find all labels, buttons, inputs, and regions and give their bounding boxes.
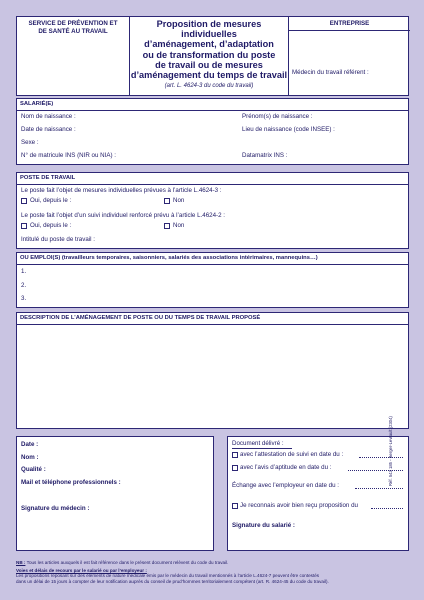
- oui-label-1: Oui, depuis le :: [30, 197, 72, 204]
- emplois-header: [17, 253, 408, 265]
- sexe-field[interactable]: Sexe :: [21, 139, 39, 146]
- form-title-line: ou de transformation du poste: [142, 49, 276, 60]
- emplois-section: [16, 252, 409, 308]
- voies-recours-text-2: dans un délai de 15 jours à compter de leur notification auprès du conseil de prud’hommes territorialement compétent (art. R. 4624-45 du code du travail).: [16, 578, 329, 584]
- document-delivre-underline: [232, 448, 292, 449]
- salarie-section: [16, 98, 409, 165]
- echange-employeur-label: Échange avec l’employeur en date du :: [232, 482, 339, 489]
- form-title-line: Proposition de mesures individuelles: [156, 19, 262, 40]
- form-title-line: d’aménagement, d’adaptation: [144, 39, 274, 50]
- medecin-signature-section: [16, 436, 214, 551]
- avis-checkbox[interactable]: [232, 465, 238, 471]
- description-title: DESCRIPTION DE L’AMÉNAGEMENT DE POSTE OU DU TEMPS DE TRAVAIL PROPOSÉ: [20, 315, 261, 321]
- date-field[interactable]: Date :: [21, 441, 39, 448]
- emploi-item-2[interactable]: 2.: [21, 282, 27, 289]
- avis-label: avec l’avis d’aptitude en date du :: [240, 464, 332, 471]
- date-naissance-field[interactable]: Date de naissance :: [21, 126, 76, 133]
- description-section: [16, 312, 409, 429]
- poste-title: POSTE DE TRAVAIL: [20, 175, 76, 181]
- form-title: [130, 19, 288, 80]
- salarie-header: [17, 99, 408, 111]
- datamatrix-field[interactable]: Datamatrix INS :: [242, 152, 288, 159]
- nom-naissance-field[interactable]: Nom de naissance :: [21, 113, 76, 120]
- nb-label: NB :: [16, 560, 26, 565]
- intitule-poste-field[interactable]: Intitulé du poste de travail :: [21, 236, 95, 243]
- question-suivi: Le poste fait l’objet d’un suivi individuel renforcé prévu à l’article L.4624-2 :: [21, 212, 225, 219]
- signature-salarie-field[interactable]: Signature du salarié :: [232, 522, 295, 529]
- prenoms-field[interactable]: Prénom(s) de naissance :: [242, 113, 313, 120]
- footer: [16, 560, 401, 584]
- avis-date-line[interactable]: [348, 470, 403, 471]
- non-label-2: Non: [173, 222, 185, 229]
- document-reference: Réf. 543 185 - Berger-Levrault (2304): [388, 416, 393, 486]
- emplois-title: OU EMPLOI(S) (travailleurs temporaires, saisonniers, salariés des associations intérimaires, mannequins…): [20, 255, 318, 261]
- non-checkbox-2[interactable]: [164, 223, 170, 229]
- lieu-naissance-field[interactable]: Lieu de naissance (code INSEE) :: [242, 126, 335, 133]
- voies-recours-title: Voies et délais de recours par le salarié ou par l’employeur :: [16, 567, 147, 573]
- reconnais-line[interactable]: [371, 508, 403, 509]
- service-title: SERVICE DE PRÉVENTION ET DE SANTÉ AU TRAVAIL: [28, 20, 118, 35]
- entreprise-title: ENTREPRISE: [329, 20, 370, 27]
- mail-telephone-field[interactable]: Mail et téléphone professionnels :: [21, 479, 121, 486]
- emploi-item-1[interactable]: 1.: [21, 268, 27, 275]
- description-text-area[interactable]: [17, 325, 408, 428]
- nom-medecin-field[interactable]: Nom :: [21, 454, 39, 461]
- attestation-checkbox[interactable]: [232, 452, 238, 458]
- form-reference: (art. L. 4624-3 du code du travail): [164, 83, 254, 89]
- nb-text: Tous les articles auxquels il est fait référence dans le présent document relèvent du code du travail.: [26, 560, 229, 565]
- oui-label-2: Oui, depuis le :: [30, 222, 72, 229]
- qualite-field[interactable]: Qualité :: [21, 466, 46, 473]
- salarie-signature-section: [227, 436, 409, 551]
- entreprise-title-underline: [289, 30, 410, 31]
- non-label-1: Non: [173, 197, 185, 204]
- oui-checkbox-2[interactable]: [21, 223, 27, 229]
- nb-note: [16, 560, 401, 566]
- matricule-field[interactable]: N° de matricule INS (NIR ou NIA) :: [21, 152, 116, 159]
- salarie-title: SALARIÉ(E): [20, 101, 54, 107]
- form-title-line: de travail ou de mesures: [155, 59, 263, 70]
- attestation-label: avec l’attestation de suivi en date du :: [240, 451, 344, 458]
- oui-checkbox-1[interactable]: [21, 198, 27, 204]
- reconnais-checkbox[interactable]: [232, 503, 238, 509]
- header-box: [16, 16, 409, 96]
- description-header: [17, 313, 408, 325]
- question-mesures: Le poste fait l’objet de mesures individuelles prévues à l’article L.4624-3 :: [21, 187, 222, 194]
- medecin-referent-label: Médecin du travail référent :: [292, 69, 369, 76]
- attestation-date-line[interactable]: [359, 457, 403, 458]
- emploi-item-3[interactable]: 3.: [21, 295, 27, 302]
- poste-section: [16, 172, 409, 249]
- echange-date-line[interactable]: [355, 488, 403, 489]
- poste-header: [17, 173, 408, 185]
- voies-recours-text-1: Les propositions reposant sur des éléments de nature médicale émis par le médecin du travail mentionnés à l’article L.4624-7 peuvent être contestés: [16, 573, 320, 579]
- document-delivre-label: Document délivré :: [232, 440, 284, 447]
- reconnais-label: Je reconnais avoir bien reçu proposition du: [240, 502, 358, 509]
- signature-medecin-field[interactable]: Signature du médecin :: [21, 505, 90, 512]
- non-checkbox-1[interactable]: [164, 198, 170, 204]
- form-title-line: d’aménagement du temps de travail: [130, 70, 288, 81]
